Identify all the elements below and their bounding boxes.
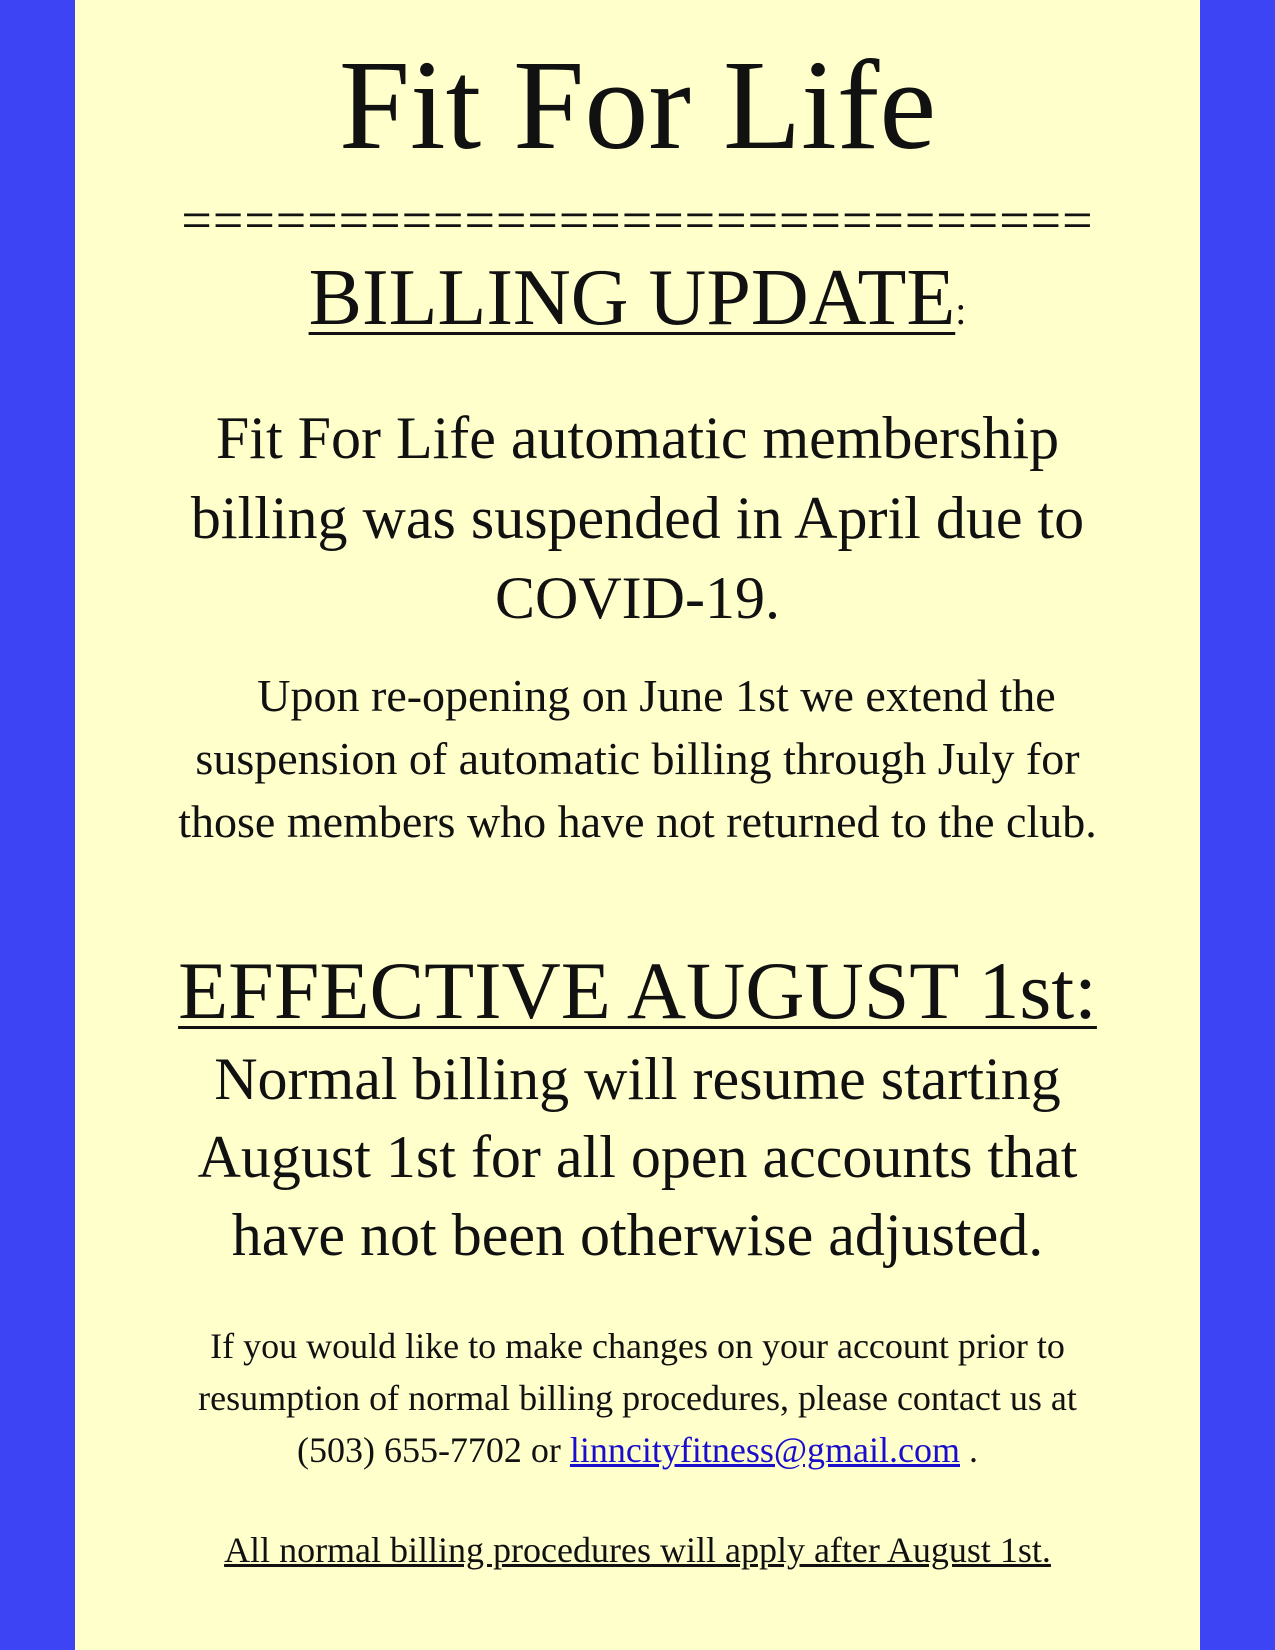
contact-line-2: resumption of normal billing procedures, please contact us at <box>198 1378 1077 1418</box>
flyer-page <box>75 0 1200 1650</box>
reopening-line-3: those members who have not returned to the club. <box>178 796 1097 847</box>
divider-line: ============================= <box>181 190 1094 250</box>
effective-date-heading <box>75 942 1200 1040</box>
normal-billing-paragraph <box>75 1040 1200 1274</box>
billing-update-heading-colon: : <box>955 288 967 333</box>
normal-billing-line-2: August 1st for all open accounts that <box>197 1124 1078 1190</box>
contact-phone: (503) 655-7702 or <box>296 1430 561 1470</box>
effective-date-heading-text: EFFECTIVE AUGUST 1st: <box>178 945 1097 1036</box>
suspension-line-1: Fit For Life automatic membership <box>215 405 1060 471</box>
suspension-line-2: billing was suspended in April due to <box>190 485 1085 551</box>
footer-note <box>75 1526 1200 1574</box>
contact-email-link[interactable]: linncityfitness@gmail.com <box>569 1430 961 1470</box>
flyer-title: Fit For Life <box>338 34 937 176</box>
normal-billing-line-1: Normal billing will resume starting <box>214 1046 1061 1112</box>
billing-update-heading-text: BILLING UPDATE <box>308 254 956 342</box>
contact-period: . <box>969 1430 979 1470</box>
footer-note-text: All normal billing procedures will apply after August 1st. <box>224 1530 1051 1570</box>
suspension-line-3: COVID-19. <box>495 565 780 631</box>
normal-billing-line-3: have not been otherwise adjusted. <box>231 1202 1044 1268</box>
contact-line-1: If you would like to make changes on your account prior to <box>210 1326 1065 1366</box>
contact-paragraph <box>75 1320 1200 1476</box>
suspension-paragraph <box>75 398 1200 638</box>
contact-line-3 <box>75 1424 1200 1476</box>
billing-update-heading <box>75 250 1200 359</box>
reopening-line-2: suspension of automatic billing through July for <box>195 733 1080 784</box>
reopening-line-1: Upon re-opening on June 1st we extend the <box>257 670 1056 721</box>
reopening-paragraph <box>75 664 1200 853</box>
